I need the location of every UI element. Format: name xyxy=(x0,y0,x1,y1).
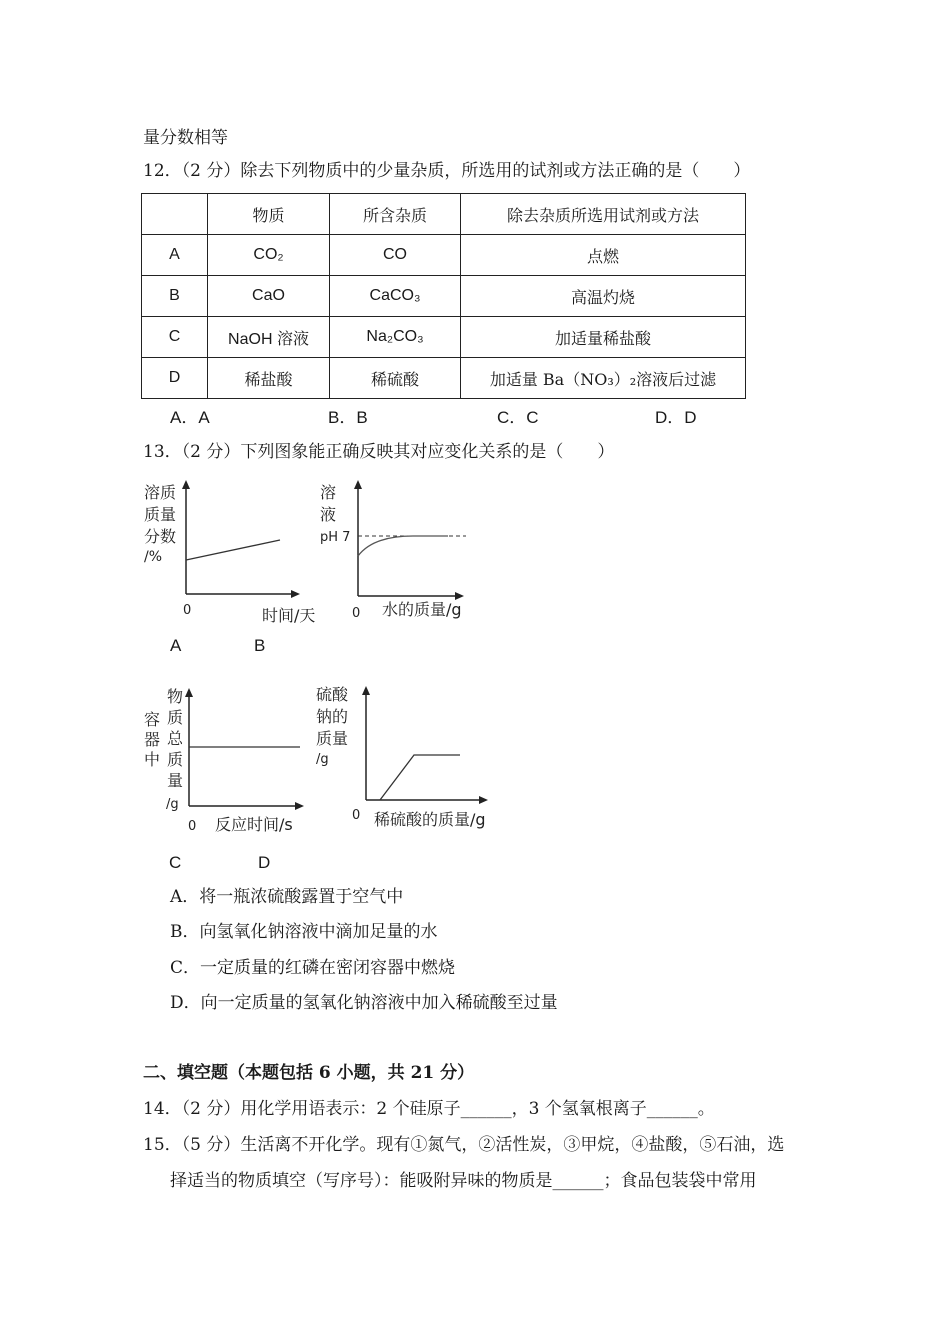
method-cell: 点燃 xyxy=(461,235,746,276)
header-cell: 所含杂质 xyxy=(330,194,461,235)
q13-option-d: D．向一定质量的氢氧化钠溶液中加入稀硫酸至过量 xyxy=(170,993,558,1013)
graph-d-xlabel: 稀硫酸的质量/g xyxy=(374,810,486,829)
graph-d-ylabel-line: /g xyxy=(316,752,329,767)
graph-b xyxy=(318,476,488,626)
graph-label-a: A xyxy=(170,636,182,655)
graph-b-x-arrow xyxy=(455,592,464,600)
q13-option-c: C．一定质量的红磷在密闭容器中燃烧 xyxy=(170,958,456,978)
graph-a xyxy=(140,476,325,631)
graph-d-origin: 0 xyxy=(352,808,361,823)
q15-line1: 15．（5 分）生活离不开化学。现有①氮气，②活性炭，③甲烷，④盐酸，⑤石油，选 xyxy=(143,1135,785,1155)
graph-c-origin: 0 xyxy=(188,819,197,834)
row-label: C xyxy=(142,317,208,358)
graph-c-ylabel-char: 质 xyxy=(167,708,184,727)
header-cell: 物质 xyxy=(208,194,330,235)
table-row xyxy=(142,358,746,399)
graph-c-y-arrow xyxy=(185,688,193,697)
graph-d-ylabel-line: 钠的 xyxy=(316,707,349,726)
q15-line2: 择适当的物质填空（写序号）：能吸附异味的物质是______；食品包装袋中常用 xyxy=(170,1171,757,1191)
q12-option-c: C．C xyxy=(497,408,539,427)
graph-a-ylabel-line: 质量 xyxy=(144,505,177,524)
graph-c-ylabel-char: 中 xyxy=(144,750,161,769)
graph-a-ylabel-line: 分数 xyxy=(144,527,177,546)
q14-text: 14．（2 分）用化学用语表示：2 个硅原子______，3 个氢氧根离子______。 xyxy=(143,1099,715,1119)
q13-stem: 13．（2 分）下列图象能正确反映其对应变化关系的是（ ） xyxy=(143,442,615,462)
graph-c-ylabel-char: 质 xyxy=(167,750,184,769)
graph-b-ylabel-line: 液 xyxy=(320,505,337,524)
table-row xyxy=(142,317,746,358)
header-cell xyxy=(142,194,208,235)
intro-text: 量分数相等 xyxy=(143,128,228,148)
graph-b-y-arrow xyxy=(354,480,362,489)
graph-a-y-arrow xyxy=(182,480,190,489)
q12-option-d: D．D xyxy=(655,408,697,427)
method-cell: 加适量稀盐酸 xyxy=(461,317,746,358)
q12-table xyxy=(141,193,746,399)
graph-d-ylabel xyxy=(316,685,349,767)
graph-a-line xyxy=(186,540,280,560)
q12-option-a: A．A xyxy=(170,408,210,427)
graph-d-y-arrow xyxy=(362,686,370,695)
row-label: D xyxy=(142,358,208,399)
graph-label-b: B xyxy=(254,636,266,655)
graph-b-ylabel-line: 溶 xyxy=(320,483,337,502)
table-row xyxy=(142,235,746,276)
graph-b-ph-label: pH 7 xyxy=(320,530,351,545)
substance-cell: NaOH 溶液 xyxy=(208,317,330,358)
graph-c-x-arrow xyxy=(295,802,304,810)
graph-c-ylabel-col1 xyxy=(144,710,160,769)
impurity-cell: Na₂CO₃ xyxy=(330,317,461,358)
graph-c-ylabel-char: 物 xyxy=(167,687,184,706)
graph-c-unit: /g xyxy=(166,797,179,812)
graph-c-ylabel-col2 xyxy=(167,687,184,790)
graph-d-line xyxy=(380,755,460,800)
graph-d-x-arrow xyxy=(479,796,488,804)
graph-c-xlabel: 反应时间/s xyxy=(215,815,293,834)
graph-a-xlabel: 时间/天 xyxy=(262,606,316,625)
graph-a-ylabel-line: 溶质 xyxy=(144,483,177,502)
graph-a-origin: 0 xyxy=(183,603,192,618)
graph-a-ylabel-line: /% xyxy=(144,549,163,565)
row-label: B xyxy=(142,276,208,317)
table-row xyxy=(142,276,746,317)
q13-option-b: B．向氢氧化钠溶液中滴加足量的水 xyxy=(170,922,438,942)
graph-a-ylabel xyxy=(144,483,176,565)
graph-d xyxy=(310,678,500,838)
row-label: A xyxy=(142,235,208,276)
graph-d-ylabel-line: 硫酸 xyxy=(316,685,349,704)
graph-b-origin: 0 xyxy=(352,606,361,621)
substance-cell: CaO xyxy=(208,276,330,317)
graph-b-xlabel: 水的质量/g xyxy=(382,600,462,619)
q13-option-a: A．将一瓶浓硫酸露置于空气中 xyxy=(170,887,404,907)
graph-b-curve xyxy=(358,536,448,556)
graph-a-x-arrow xyxy=(291,590,300,598)
method-cell: 加适量 Ba（NO₃）₂溶液后过滤 xyxy=(461,358,746,399)
impurity-cell: CaCO₃ xyxy=(330,276,461,317)
graph-c-ylabel-char: 量 xyxy=(167,771,184,790)
graph-c-ylabel-char: 器 xyxy=(144,730,161,749)
substance-cell: CO₂ xyxy=(208,235,330,276)
header-cell: 除去杂质所选用试剂或方法 xyxy=(461,194,746,235)
q12-stem: 12．（2 分）除去下列物质中的少量杂质，所选用的试剂或方法正确的是（ ） xyxy=(143,161,751,181)
graph-c xyxy=(140,680,315,840)
impurity-cell: 稀硫酸 xyxy=(330,358,461,399)
graph-label-d: D xyxy=(258,853,271,872)
substance-cell: 稀盐酸 xyxy=(208,358,330,399)
impurity-cell: CO xyxy=(330,235,461,276)
graph-label-c: C xyxy=(169,853,182,872)
graph-d-ylabel-line: 质量 xyxy=(316,729,349,748)
method-cell: 高温灼烧 xyxy=(461,276,746,317)
graph-c-ylabel-char: 总 xyxy=(167,729,184,748)
graph-c-ylabel-char: 容 xyxy=(144,710,161,729)
section-title: 二、填空题（本题包括 6 小题，共 21 分） xyxy=(143,1063,475,1083)
table-header-row xyxy=(142,194,746,235)
q12-option-b: B．B xyxy=(328,408,368,427)
